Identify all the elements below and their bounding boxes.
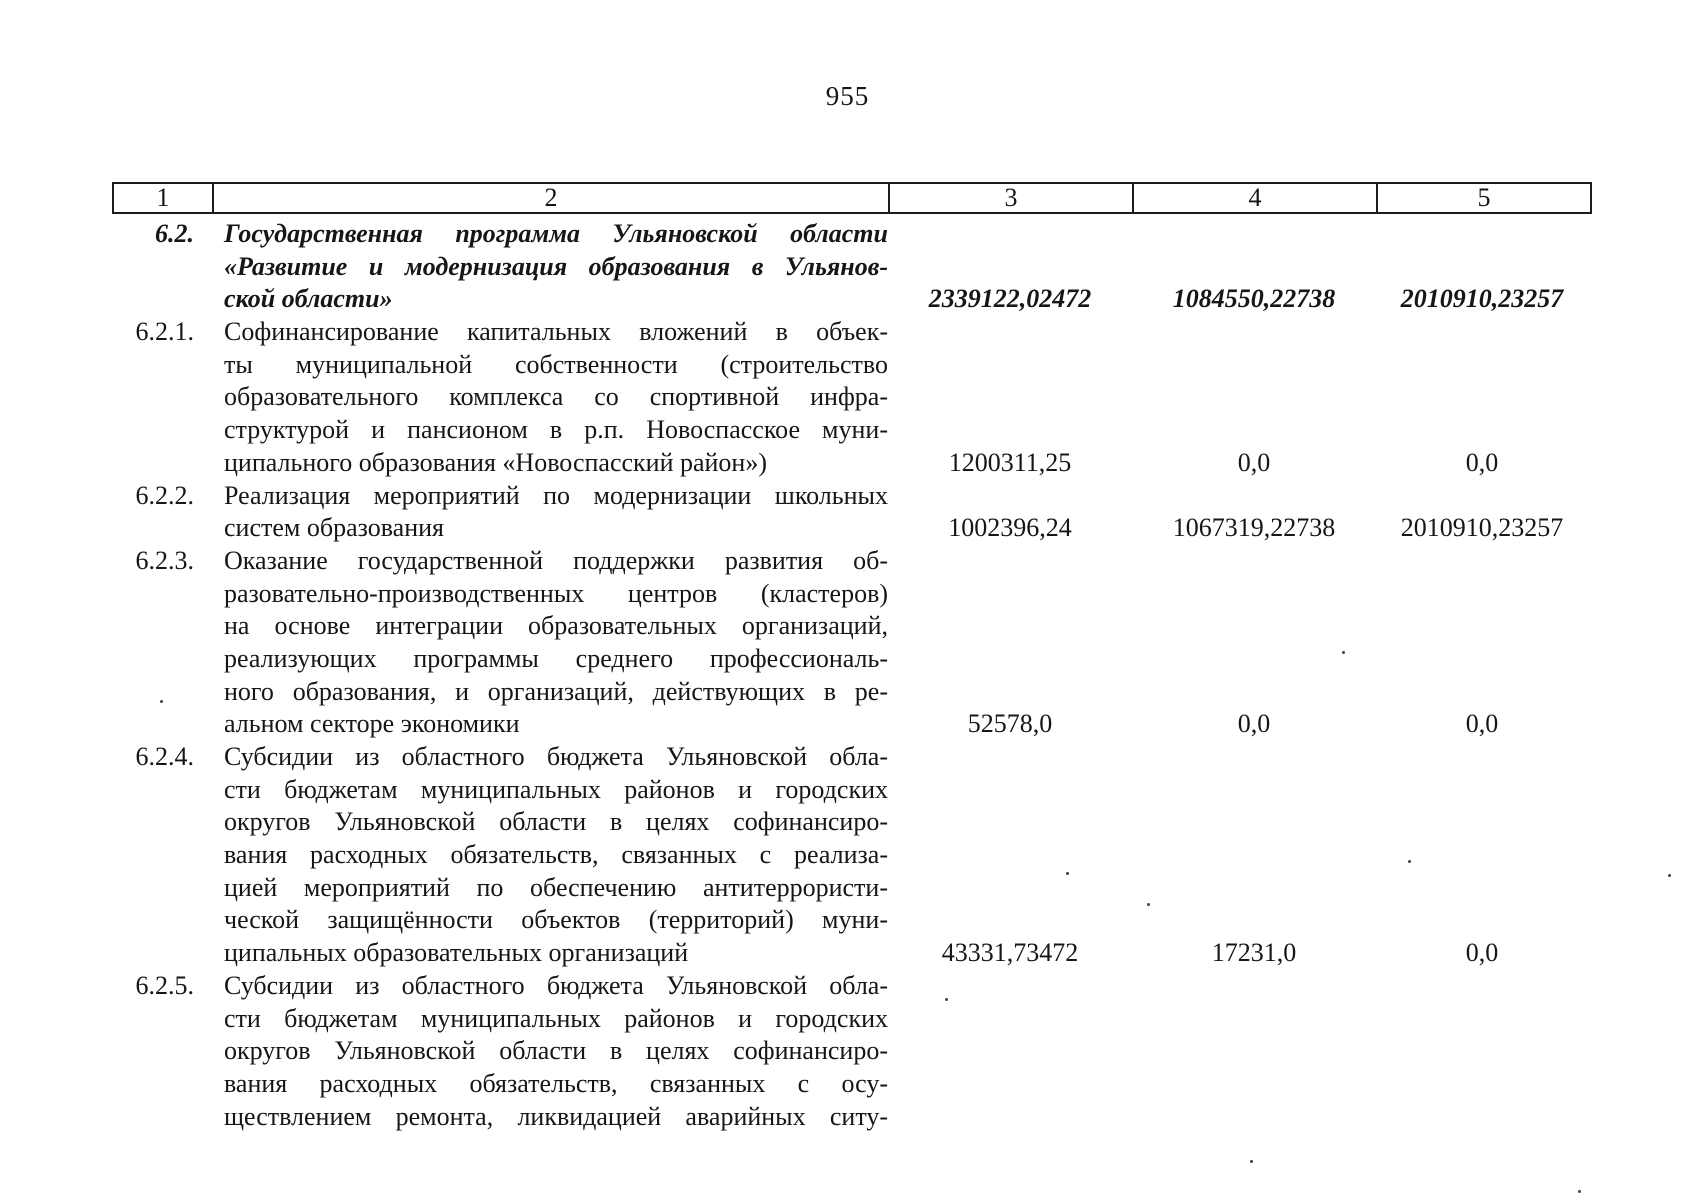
description-line: разовательно-производственных центров (кластеров) xyxy=(224,578,888,608)
value-col-4 xyxy=(1132,741,1376,970)
value-col-5 xyxy=(1376,741,1588,970)
value-text: 0,0 xyxy=(1465,447,1499,477)
table-row xyxy=(112,218,1592,316)
description-line: сти бюджетам муниципальных районов и городских xyxy=(224,774,888,804)
row-number: 6.2.3. xyxy=(135,545,194,575)
value-text: 0,0 xyxy=(1465,938,1499,968)
scan-speck xyxy=(1668,874,1671,877)
row-description xyxy=(212,545,888,741)
value-text: 2010910,23257 xyxy=(1400,284,1564,314)
description-line: «Развитие и модернизация образования в Ульянов- xyxy=(224,251,888,281)
scan-speck xyxy=(1408,860,1411,863)
table-row xyxy=(112,480,1592,545)
header-col-3: 3 xyxy=(890,184,1134,212)
value-col-3 xyxy=(888,970,1132,1133)
value-text: 1200311,25 xyxy=(948,447,1072,477)
description-line: Субсидии из областного бюджета Ульяновской обла- xyxy=(224,970,888,1000)
description-line: Софинансирование капитальных вложений в объек- xyxy=(224,317,888,347)
value-text: 2339122,02472 xyxy=(928,284,1092,314)
description-line: систем образования xyxy=(224,513,444,543)
value-col-3 xyxy=(888,741,1132,970)
description-line: структурой и пансионом в р.п. Новоспасское муни- xyxy=(224,415,888,445)
description-line: вания расходных обязательств, связанных с осу- xyxy=(224,1068,888,1098)
header-col-1: 1 xyxy=(114,184,214,212)
description-line: сти бюджетам муниципальных районов и городских xyxy=(224,1003,888,1033)
description-line: Оказание государственной поддержки развития об- xyxy=(224,545,888,575)
table-body xyxy=(112,218,1592,1133)
description-line: цией мероприятий по обеспечению антитеррористи- xyxy=(224,872,888,902)
description-line: округов Ульяновской области в целях софинансиро- xyxy=(224,1036,888,1066)
scan-speck xyxy=(1066,872,1069,875)
value-col-5 xyxy=(1376,316,1588,479)
table-row xyxy=(112,741,1592,970)
value-text: 0,0 xyxy=(1237,709,1271,739)
description-line: ного образования, и организаций, действующих в ре- xyxy=(224,676,888,706)
description-line: образовательного комплекса со спортивной инфра- xyxy=(224,382,888,412)
description-line: ципальных образовательных организаций xyxy=(224,938,689,968)
value-col-3 xyxy=(888,218,1132,316)
description-line: Государственная программа Ульяновской области xyxy=(224,219,888,248)
description-line: Субсидии из областного бюджета Ульяновской обла- xyxy=(224,742,888,771)
value-text: 43331,73472 xyxy=(941,938,1079,968)
scan-speck xyxy=(1578,1190,1581,1193)
description-line: альном секторе экономики xyxy=(224,709,520,739)
description-line: вания расходных обязательств, связанных с реализа- xyxy=(224,840,888,870)
value-text: 52578,0 xyxy=(967,709,1053,739)
description-line: реализующих программы среднего профессиональ- xyxy=(224,643,888,673)
row-number: 6.2.2. xyxy=(135,480,194,510)
value-col-4 xyxy=(1132,480,1376,545)
row-description xyxy=(212,218,888,316)
value-col-5 xyxy=(1376,218,1588,316)
value-text: 0,0 xyxy=(1465,709,1499,739)
value-col-3 xyxy=(888,480,1132,545)
scan-speck xyxy=(1342,651,1345,654)
page-number: 955 xyxy=(825,81,870,111)
value-col-5 xyxy=(1376,970,1588,1133)
value-col-5 xyxy=(1376,480,1588,545)
description-line: на основе интеграции образовательных организаций, xyxy=(224,611,888,641)
value-col-4 xyxy=(1132,218,1376,316)
table-row xyxy=(112,970,1592,1133)
scan-speck xyxy=(1147,903,1150,906)
description-line: ты муниципальной собственности (строительство xyxy=(224,349,888,379)
description-line: ческой защищённости объектов (территорий) муни- xyxy=(224,905,888,935)
table-row xyxy=(112,316,1592,479)
description-line: округов Ульяновской области в целях софинансиро- xyxy=(224,807,888,837)
value-text: 1084550,22738 xyxy=(1172,284,1336,314)
value-col-3 xyxy=(888,545,1132,741)
description-line: ществлением ремонта, ликвидацией аварийных ситу- xyxy=(224,1101,888,1131)
value-col-4 xyxy=(1132,545,1376,741)
scan-speck xyxy=(1250,1160,1253,1163)
description-line: ской области» xyxy=(224,284,393,314)
value-text: 17231,0 xyxy=(1211,938,1297,968)
header-col-2: 2 xyxy=(214,184,890,212)
row-number: 6.2.4. xyxy=(135,742,194,771)
row-number: 6.2.1. xyxy=(135,317,194,347)
row-description xyxy=(212,741,888,970)
value-col-4 xyxy=(1132,316,1376,479)
row-number: 6.2.5. xyxy=(135,970,194,1000)
value-text: 2010910,23257 xyxy=(1400,513,1564,543)
value-text: 1067319,22738 xyxy=(1172,513,1336,543)
scan-speck xyxy=(945,998,948,1001)
row-number: 6.2. xyxy=(155,219,194,248)
value-text: 1002396,24 xyxy=(948,513,1072,543)
header-col-5: 5 xyxy=(1477,183,1491,212)
value-col-5 xyxy=(1376,545,1588,741)
description-line: ципального образования «Новоспасский район») xyxy=(224,447,768,477)
value-col-3 xyxy=(888,316,1132,479)
scan-speck xyxy=(160,700,163,703)
description-line: Реализация мероприятий по модернизации школьных xyxy=(224,480,888,510)
table-row xyxy=(112,545,1592,741)
header-col-4: 4 xyxy=(1134,184,1378,212)
value-text: 0,0 xyxy=(1237,447,1271,477)
row-description xyxy=(212,480,888,545)
table-header-row xyxy=(112,182,1592,214)
row-description xyxy=(212,316,888,479)
value-col-4 xyxy=(1132,970,1376,1133)
row-description xyxy=(212,970,888,1133)
